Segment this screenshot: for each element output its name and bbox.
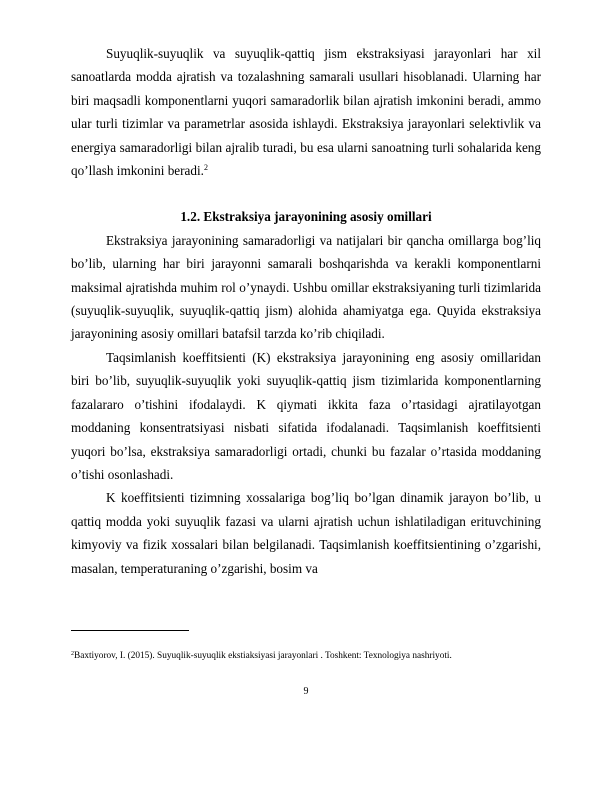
section-heading: 1.2. Ekstraksiya jarayonining asosiy omillari	[180, 209, 432, 225]
body-paragraph: K koeffitsienti tizimning xossalariga bog’liq bo’lgan dinamik jarayon bo’lib, u qattiq modda yoki suyuqlik fazasi va ularni ajratish uchun ishlatiladigan erituvchining kimyoviy va fizik xossalari bilan belgilanadi. Taqsimlanish koeffitsientining o’zgarishi, masalan, temperaturaning o’zgarishi, bosim va	[71, 490, 541, 576]
footnote-text: Baxtiyorov, I. (2015). Suyuqlik-suyuqlik ekstiaksiyasi jarayonlari . Toshkent: Texnologiya nashriyoti.	[74, 651, 452, 661]
footnote-divider	[71, 630, 189, 631]
body-paragraph: Taqsimlanish koeffitsienti (K) ekstraksiya jarayonining eng asosiy omillaridan biri bo’lib, suyuqlik-suyuqlik yoki suyuqlik-qattiq jism tizimlarida komponentlarning fazalararo o’tishini ifodalaydi. K qiymati ikkita faza o’rtasidagi ajratilayotgan moddaning konsentratsiyasi nisbati sifatida ifodalanadi. Taqsimlanish koeffitsienti yuqori bo’lsa, ekstraksiya samaradorligi ortadi, chunki bu fazalar o’rtasida moddaning o’tishi osonlashadi.	[71, 349, 541, 482]
page-body	[71, 42, 541, 580]
intro-paragraph-text: Suyuqlik-suyuqlik va suyuqlik-qattiq jism ekstraksiyasi jarayonlari har xil sanoatlarda modda ajratish va tozalashning samarali usullari hisoblanadi. Ularning har biri maqsadli komponentlarni yuqori samaradorlik bilan ajratish imkonini beradi, ammo ular turli tizimlar va parametrlar asosida ishlaydi. Ekstraksiya jarayonlari selektivlik va energiya samaradorligi bilan ajralib turadi, bu esa ularni sanoatning turli sohalarida keng qo’llash imkonini beradi.	[71, 46, 541, 179]
footnote-marker: 2	[71, 651, 74, 657]
footnote-reference[interactable]: 2	[203, 163, 208, 173]
body-paragraph: Ekstraksiya jarayonining samaradorligi va natijalari bir qancha omillarga bog’liq bo’lib, ularning har biri jarayonni samarali boshqarishda va kerakli komponentlarni maksimal ajratishda muhim rol o’ynaydi. Ushbu omillar ekstraksiyaning turli tizimlarida (suyuqlik-suyuqlik, suyuqlik-qattiq jism) alohida ahamiyatga ega. Quyida ekstraksiya jarayonining asosiy omillari batafsil tarzda ko’rib chiqiladi.	[71, 232, 541, 342]
intro-paragraph	[71, 42, 541, 182]
page-number: 9	[303, 686, 309, 697]
footnote	[71, 650, 551, 662]
